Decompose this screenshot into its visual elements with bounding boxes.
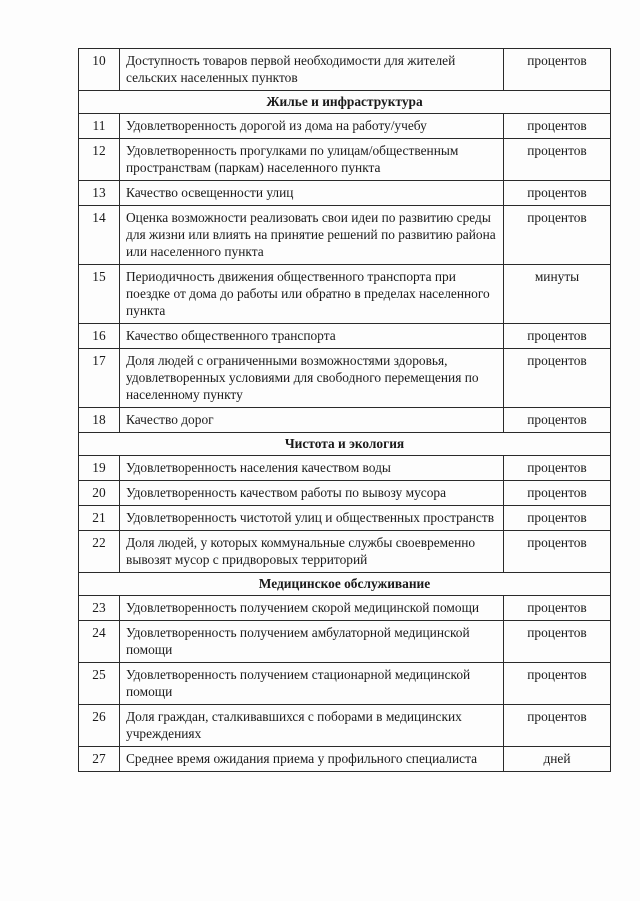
table-row bbox=[79, 114, 611, 139]
indicator-unit: процентов bbox=[504, 531, 611, 573]
row-number: 12 bbox=[79, 139, 120, 181]
indicator-unit: процентов bbox=[504, 621, 611, 663]
indicator-name: Удовлетворенность чистотой улиц и общественных пространств bbox=[120, 506, 504, 531]
row-number: 26 bbox=[79, 705, 120, 747]
indicator-name: Удовлетворенность прогулками по улицам/общественным пространствам (паркам) населенного пункта bbox=[120, 139, 504, 181]
row-number: 24 bbox=[79, 621, 120, 663]
indicator-name: Периодичность движения общественного транспорта при поездке от дома до работы или обратно в пределах населенного пункта bbox=[120, 265, 504, 324]
indicators-table-body bbox=[79, 49, 611, 772]
indicator-unit: процентов bbox=[504, 663, 611, 705]
indicators-table bbox=[78, 48, 611, 772]
indicator-unit: минуты bbox=[504, 265, 611, 324]
indicator-unit: процентов bbox=[504, 206, 611, 265]
indicator-name: Качество общественного транспорта bbox=[120, 324, 504, 349]
indicator-unit: процентов bbox=[504, 49, 611, 91]
table-row bbox=[79, 206, 611, 265]
table-row bbox=[79, 506, 611, 531]
indicator-name: Оценка возможности реализовать свои идеи по развитию среды для жизни или влиять на принятие решений по развитию района или населенного пункта bbox=[120, 206, 504, 265]
indicator-name: Удовлетворенность населения качеством воды bbox=[120, 456, 504, 481]
indicator-name: Доля граждан, сталкивавшихся с поборами в медицинских учреждениях bbox=[120, 705, 504, 747]
indicator-name: Удовлетворенность дорогой из дома на работу/учебу bbox=[120, 114, 504, 139]
table-row bbox=[79, 181, 611, 206]
indicator-unit: процентов bbox=[504, 114, 611, 139]
indicator-unit: процентов bbox=[504, 139, 611, 181]
indicator-unit: процентов bbox=[504, 349, 611, 408]
indicator-unit: процентов bbox=[504, 408, 611, 433]
indicator-name: Доля людей, у которых коммунальные службы своевременно вывозят мусор с придворовых территорий bbox=[120, 531, 504, 573]
section-header-row bbox=[79, 573, 611, 596]
indicator-unit: процентов bbox=[504, 596, 611, 621]
row-number: 21 bbox=[79, 506, 120, 531]
indicator-name: Доступность товаров первой необходимости для жителей сельских населенных пунктов bbox=[120, 49, 504, 91]
table-row bbox=[79, 621, 611, 663]
row-number: 25 bbox=[79, 663, 120, 705]
row-number: 23 bbox=[79, 596, 120, 621]
row-number: 10 bbox=[79, 49, 120, 91]
table-row bbox=[79, 456, 611, 481]
row-number: 11 bbox=[79, 114, 120, 139]
indicator-unit: процентов bbox=[504, 324, 611, 349]
row-number: 22 bbox=[79, 531, 120, 573]
section-title: Жилье и инфраструктура bbox=[79, 91, 611, 114]
indicator-name: Качество освещенности улиц bbox=[120, 181, 504, 206]
section-title: Медицинское обслуживание bbox=[79, 573, 611, 596]
table-row bbox=[79, 49, 611, 91]
indicator-unit: процентов bbox=[504, 506, 611, 531]
row-number: 17 bbox=[79, 349, 120, 408]
row-number: 14 bbox=[79, 206, 120, 265]
table-row bbox=[79, 747, 611, 772]
indicator-unit: процентов bbox=[504, 456, 611, 481]
table-row bbox=[79, 481, 611, 506]
indicator-name: Доля людей с ограниченными возможностями здоровья, удовлетворенных условиями для свободного перемещения по населенному пункту bbox=[120, 349, 504, 408]
row-number: 20 bbox=[79, 481, 120, 506]
table-row bbox=[79, 265, 611, 324]
table-row bbox=[79, 349, 611, 408]
row-number: 13 bbox=[79, 181, 120, 206]
section-header-row bbox=[79, 433, 611, 456]
indicator-name: Качество дорог bbox=[120, 408, 504, 433]
indicator-name: Удовлетворенность получением стационарной медицинской помощи bbox=[120, 663, 504, 705]
table-row bbox=[79, 705, 611, 747]
table-row bbox=[79, 663, 611, 705]
indicator-name: Удовлетворенность получением скорой медицинской помощи bbox=[120, 596, 504, 621]
row-number: 19 bbox=[79, 456, 120, 481]
table-row bbox=[79, 408, 611, 433]
table-row bbox=[79, 596, 611, 621]
row-number: 27 bbox=[79, 747, 120, 772]
table-row bbox=[79, 139, 611, 181]
indicator-unit: процентов bbox=[504, 705, 611, 747]
indicator-name: Среднее время ожидания приема у профильного специалиста bbox=[120, 747, 504, 772]
row-number: 18 bbox=[79, 408, 120, 433]
row-number: 16 bbox=[79, 324, 120, 349]
indicator-name: Удовлетворенность качеством работы по вывозу мусора bbox=[120, 481, 504, 506]
row-number: 15 bbox=[79, 265, 120, 324]
table-row bbox=[79, 531, 611, 573]
indicator-unit: процентов bbox=[504, 481, 611, 506]
indicator-name: Удовлетворенность получением амбулаторной медицинской помощи bbox=[120, 621, 504, 663]
section-header-row bbox=[79, 91, 611, 114]
indicator-unit: процентов bbox=[504, 181, 611, 206]
table-row bbox=[79, 324, 611, 349]
indicator-unit: дней bbox=[504, 747, 611, 772]
section-title: Чистота и экология bbox=[79, 433, 611, 456]
